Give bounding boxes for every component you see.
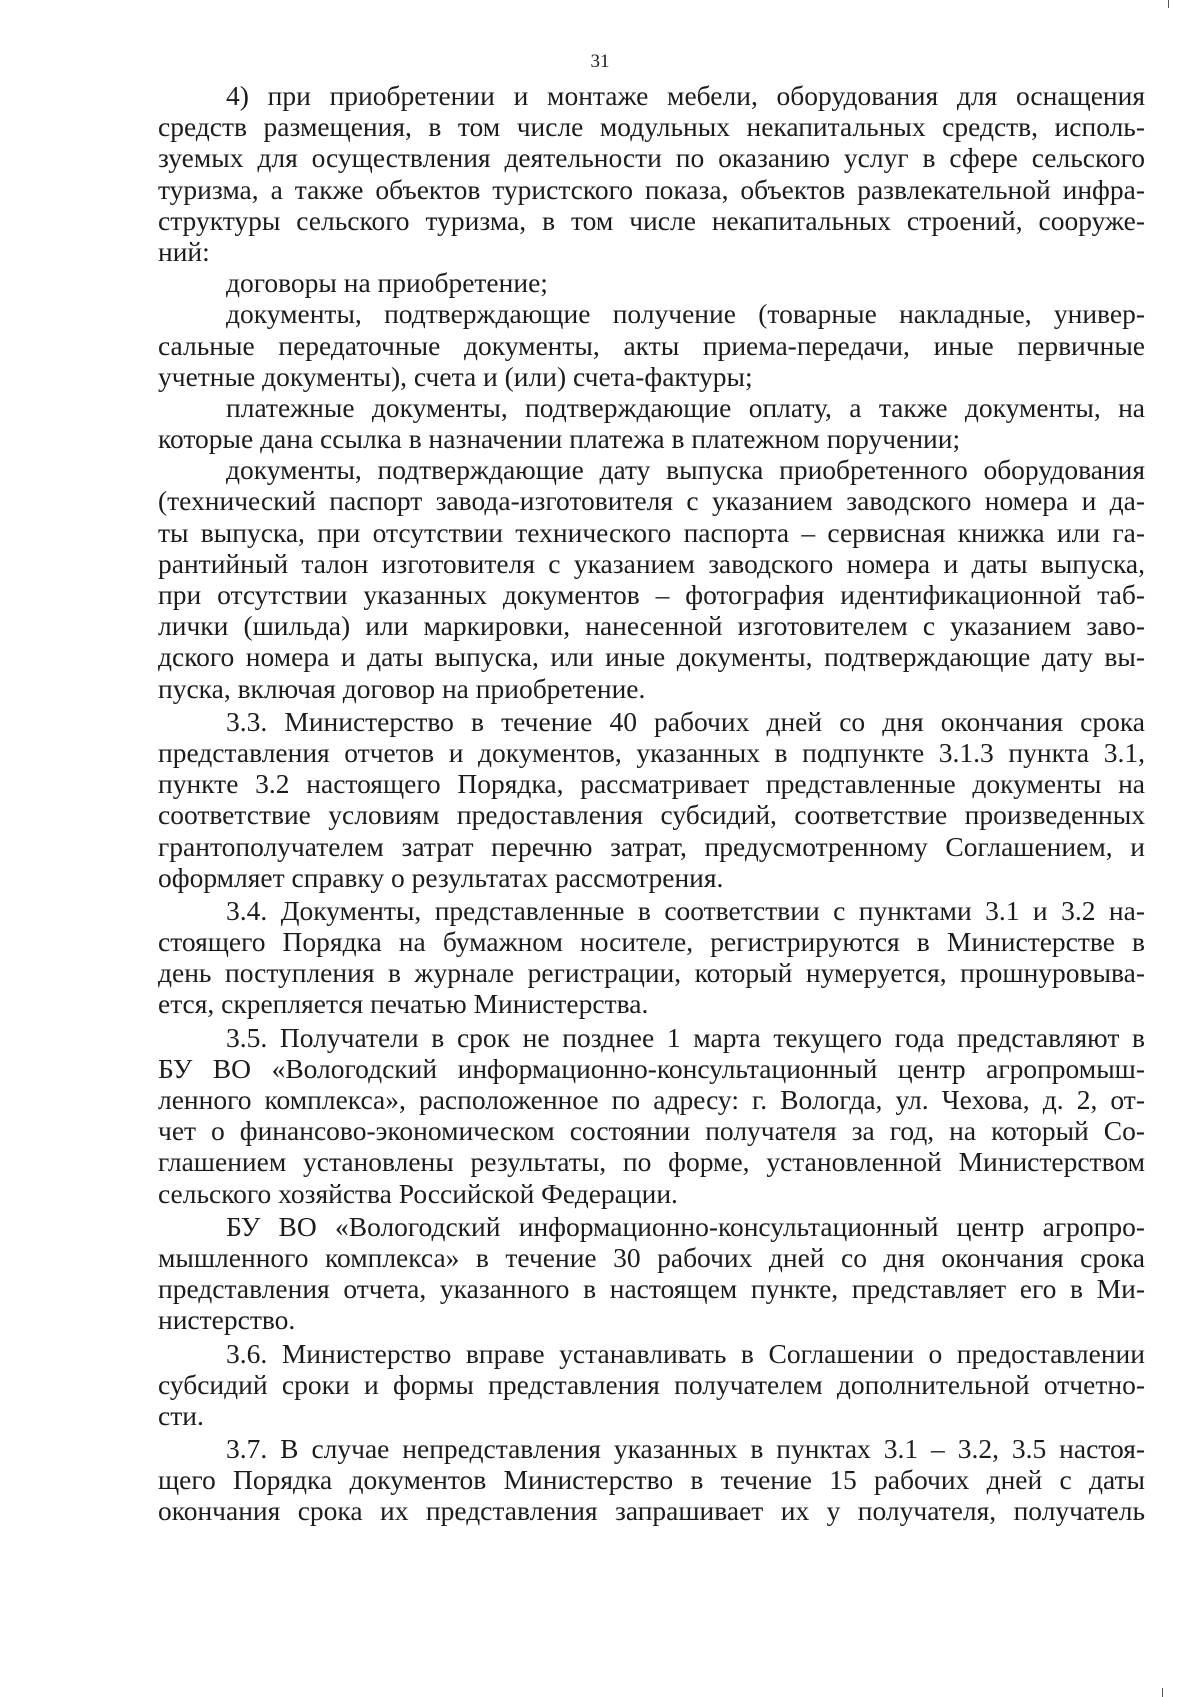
scan-edge-mark-top bbox=[1168, 0, 1169, 8]
paragraph bbox=[158, 895, 1145, 1020]
text-line: соответствие условиям предоставления субсидий, соответствие произведенных bbox=[158, 799, 1145, 831]
text-line: представления отчета, указанного в настоящем пункте, представляет его в Ми- bbox=[158, 1273, 1145, 1305]
text-line: при отсутствии указанных документов – фотография идентификационной таб- bbox=[158, 579, 1145, 610]
text-line: ется, скрепляется печатью Министерства. bbox=[158, 988, 649, 1020]
paragraph bbox=[158, 454, 1145, 704]
text-line: сальные передаточные документы, акты приема-передачи, иные первичные bbox=[158, 329, 1145, 361]
paragraph bbox=[158, 80, 1145, 267]
paragraph bbox=[158, 1211, 1145, 1336]
text-line: БУ ВО «Вологодский информационно-консультационный центр агропромыш- bbox=[158, 1052, 1145, 1084]
paragraph bbox=[158, 1022, 1145, 1209]
paragraph bbox=[158, 1338, 1145, 1432]
text-line: ты выпуска, при отсутствии технического паспорта – сервисная книжка или га- bbox=[158, 516, 1145, 548]
text-line: день поступления в журнале регистрации, который нумеруется, прошнуровыва- bbox=[158, 957, 1145, 989]
text-line: которые дана ссылка в назначении платежа в платежном поручении; bbox=[158, 423, 961, 455]
text-line: БУ ВО «Вологодский информационно-консультационный центр агропро- bbox=[226, 1210, 1145, 1242]
text-line: 3.6. Министерство вправе устанавливать в Соглашении о предоставлении bbox=[226, 1337, 1145, 1369]
text-line: 3.3. Министерство в течение 40 рабочих дней со дня окончания срока bbox=[226, 705, 1145, 737]
text-line: щего Порядка документов Министерство в течение 15 рабочих дней с даты bbox=[158, 1464, 1145, 1496]
text-line: лички (шильда) или маркировки, нанесенной изготовителем с указанием заво- bbox=[158, 610, 1145, 642]
text-line: стоящего Порядка на бумажном носителе, регистрируются в Министерстве в bbox=[158, 926, 1145, 958]
text-line: документы, подтверждающие получение (товарные накладные, универ- bbox=[226, 298, 1145, 330]
text-line: пункте 3.2 настоящего Порядка, рассматривает представленные документы на bbox=[158, 768, 1145, 800]
text-line: (технический паспорт завода-изготовителя с указанием заводского номера и да- bbox=[158, 485, 1145, 517]
text-line: мышленного комплекса» в течение 30 рабочих дней со дня окончания срока bbox=[158, 1241, 1145, 1273]
paragraph bbox=[158, 298, 1145, 392]
text-line: структуры сельского туризма, в том числе некапитальных строений, сооруже- bbox=[158, 204, 1145, 236]
text-line: сельского хозяйства Российской Федерации. bbox=[158, 1177, 678, 1209]
text-line: рантийный талон изготовителя с указанием заводского номера и даты выпуска, bbox=[158, 547, 1145, 579]
text-line: 3.5. Получатели в срок не позднее 1 марта текущего года представляют в bbox=[226, 1021, 1145, 1053]
text-line: туризма, а также объектов туристского показа, объектов развлекательной инфра- bbox=[158, 173, 1145, 205]
text-line: 3.7. В случае непредставления указанных в пунктах 3.1 – 3.2, 3.5 настоя- bbox=[226, 1433, 1145, 1465]
text-line: грантополучателем затрат перечню затрат, предусмотренному Соглашением, и bbox=[158, 830, 1145, 862]
paragraph bbox=[158, 267, 1145, 298]
paragraph bbox=[158, 392, 1145, 454]
text-line: представления отчетов и документов, указанных в подпункте 3.1.3 пункта 3.1, bbox=[158, 736, 1145, 768]
page-number: 31 bbox=[590, 51, 610, 72]
text-line: субсидий сроки и формы представления получателем дополнительной отчетно- bbox=[158, 1368, 1145, 1400]
text-line: 3.4. Документы, представленные в соответствии с пунктами 3.1 и 3.2 на- bbox=[226, 894, 1145, 926]
text-line: документы, подтверждающие дату выпуска приобретенного оборудования bbox=[226, 454, 1145, 486]
text-line: договоры на приобретение; bbox=[226, 267, 548, 299]
document-body bbox=[158, 80, 1145, 1527]
text-line: нистерство. bbox=[158, 1304, 296, 1336]
text-line: 4) при приобретении и монтаже мебели, оборудования для оснащения bbox=[226, 80, 1145, 111]
text-line: сти. bbox=[158, 1399, 204, 1431]
paragraph bbox=[158, 1433, 1145, 1527]
text-line: учетные документы), счета и (или) счета-фактуры; bbox=[158, 360, 753, 392]
text-line: пуска, включая договор на приобретение. bbox=[158, 672, 646, 704]
paragraph bbox=[158, 706, 1145, 893]
text-line: ний: bbox=[158, 235, 210, 267]
text-line: ленного комплекса», расположенное по адресу: г. Вологда, ул. Чехова, д. 2, от- bbox=[158, 1084, 1145, 1115]
text-line: средств размещения, в том числе модульных некапитальных средств, исполь- bbox=[158, 111, 1145, 143]
text-line: глашением установлены результаты, по форме, установленной Министерством bbox=[158, 1146, 1145, 1178]
text-line: платежные документы, подтверждающие оплату, а также документы, на bbox=[226, 391, 1145, 423]
text-line: дского номера и даты выпуска, или иные документы, подтверждающие дату вы- bbox=[158, 641, 1145, 673]
text-line: оформляет справку о результатах рассмотрения. bbox=[158, 861, 724, 893]
text-line: зуемых для осуществления деятельности по оказанию услуг в сфере сельского bbox=[158, 142, 1145, 174]
text-line: чет о финансово-экономическом состоянии получателя за год, на который Со- bbox=[158, 1115, 1145, 1147]
scan-edge-mark-bottom bbox=[1162, 1688, 1163, 1697]
text-line: окончания срока их представления запрашивает их у получателя, получатель bbox=[158, 1495, 1145, 1527]
